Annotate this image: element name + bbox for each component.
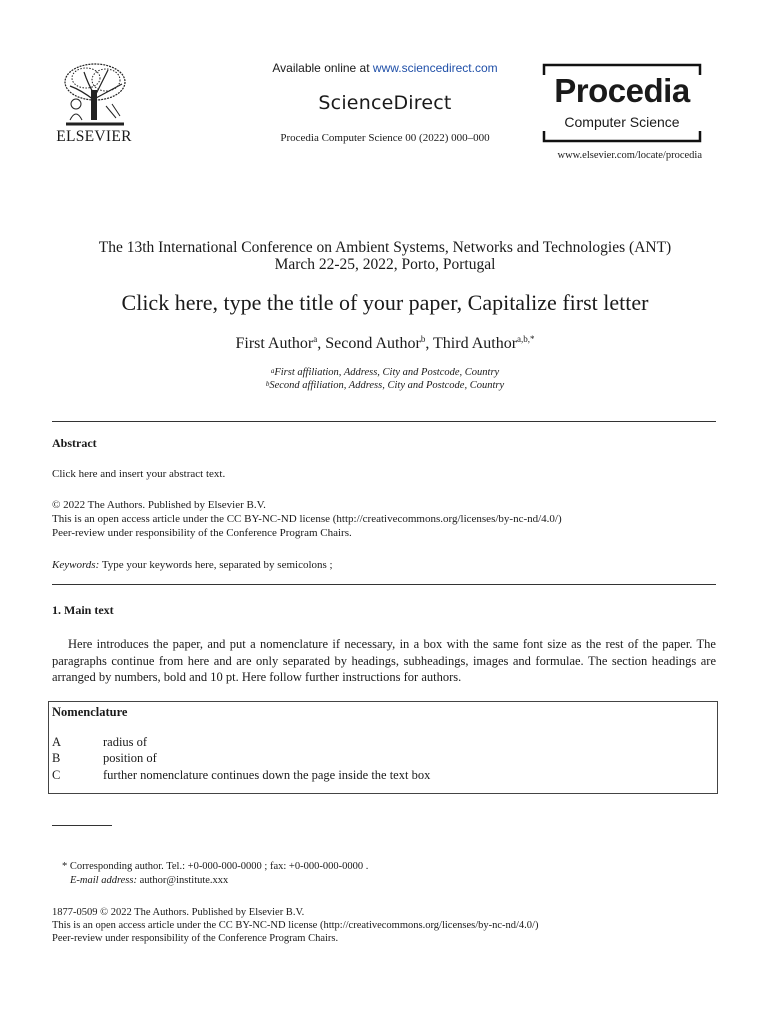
author-name: First Author: [235, 335, 314, 352]
footer-peer-review-line: Peer-review under responsibility of the Conference Program Chairs.: [52, 933, 339, 944]
author-separator: ,: [317, 335, 326, 352]
author-separator: ,: [425, 335, 434, 352]
author-list: [0, 335, 770, 353]
affiliation-line: [0, 380, 770, 391]
conference-info: [0, 239, 770, 273]
issn-copyright-line: 1877-0509 © 2022 The Authors. Published by Elsevier B.V.: [52, 907, 305, 918]
license-line: This is an open access article under the CC BY-NC-ND license (http://creativecommons.org/licenses/by-nc-nd/4.0/): [52, 513, 562, 525]
abstract-body: Click here and insert your abstract text.: [52, 468, 226, 480]
footnote-divider: [52, 825, 112, 826]
conference-date-location: March 22-25, 2022, Porto, Portugal: [274, 256, 496, 273]
section-divider: [52, 421, 716, 422]
abstract-heading: Abstract: [52, 436, 97, 450]
nomenclature-symbol: C: [52, 768, 61, 782]
procedia-logo-title: Procedia: [554, 72, 690, 109]
author-affiliation-marker: a: [313, 334, 318, 344]
journal-url[interactable]: www.elsevier.com/locate/procedia: [557, 150, 702, 161]
author-affiliation-marker: b: [420, 334, 426, 344]
affiliation-line: [0, 367, 770, 378]
email-label: E-mail address:: [70, 875, 137, 886]
affiliation-text: First affiliation, Address, City and Postcode, Country: [274, 367, 500, 378]
abstract-copyright: [52, 498, 562, 540]
nomenclature-heading: Nomenclature: [52, 705, 128, 719]
footer-copyright: [52, 906, 538, 945]
peer-review-line: Peer-review under responsibility of the Conference Program Chairs.: [52, 527, 352, 539]
author-affiliation-marker: a,b,*: [517, 334, 535, 344]
copyright-line: © 2022 The Authors. Published by Elsevier B.V.: [52, 499, 266, 511]
author-name: Second Author: [325, 335, 421, 352]
corresponding-author-note: * Corresponding author. Tel.: +0-000-000-0000 ; fax: +0-000-000-0000 .: [62, 861, 369, 872]
nomenclature-definition: further nomenclature continues down the page inside the text box: [103, 768, 431, 782]
elsevier-wordmark: ELSEVIER: [56, 128, 132, 145]
keywords-text: Type your keywords here, separated by semicolons ;: [99, 559, 333, 571]
paper-title: Click here, type the title of your paper, Capitalize first letter: [121, 290, 649, 315]
affiliation-marker: b: [265, 380, 270, 388]
body-paragraph: Here introduces the paper, and put a nomenclature if necessary, in a box with the same font size as the rest of the paper. The paragraphs continue from here and are only separated by headings, subheadings, images and formulae. The section headings are arranged by numbers, bold and 10 pt. Here follow further instructions for authors.: [52, 637, 716, 684]
nomenclature-symbol: B: [52, 751, 61, 765]
conference-name: The 13th International Conference on Ambient Systems, Networks and Technologies (ANT): [98, 239, 672, 256]
email-line: [70, 874, 228, 888]
email-value[interactable]: author@institute.xxx: [136, 875, 229, 886]
journal-citation: Procedia Computer Science 00 (2022) 000–000: [280, 132, 490, 144]
section-divider: [52, 584, 716, 585]
section-heading-main-text: 1. Main text: [52, 603, 114, 617]
sciencedirect-link[interactable]: www.sciencedirect.com: [372, 61, 498, 75]
affiliation-marker: a: [270, 367, 275, 375]
affiliation-text: Second affiliation, Address, City and Postcode, Country: [269, 380, 505, 391]
nomenclature-definition: radius of: [103, 735, 148, 749]
keywords-label: Keywords:: [52, 559, 100, 571]
procedia-logo-subtitle: Computer Science: [564, 114, 680, 130]
nomenclature-symbol: A: [52, 735, 62, 749]
nomenclature-definition: position of: [103, 751, 157, 765]
sciencedirect-wordmark: ScienceDirect: [318, 92, 452, 114]
available-online-label: Available online at: [272, 61, 373, 75]
author-name: Third Author: [433, 335, 518, 352]
keywords-line: [52, 558, 333, 572]
footer-license-line: This is an open access article under the CC BY-NC-ND license (http://creativecommons.org/licenses/by-nc-nd/4.0/): [52, 920, 539, 931]
